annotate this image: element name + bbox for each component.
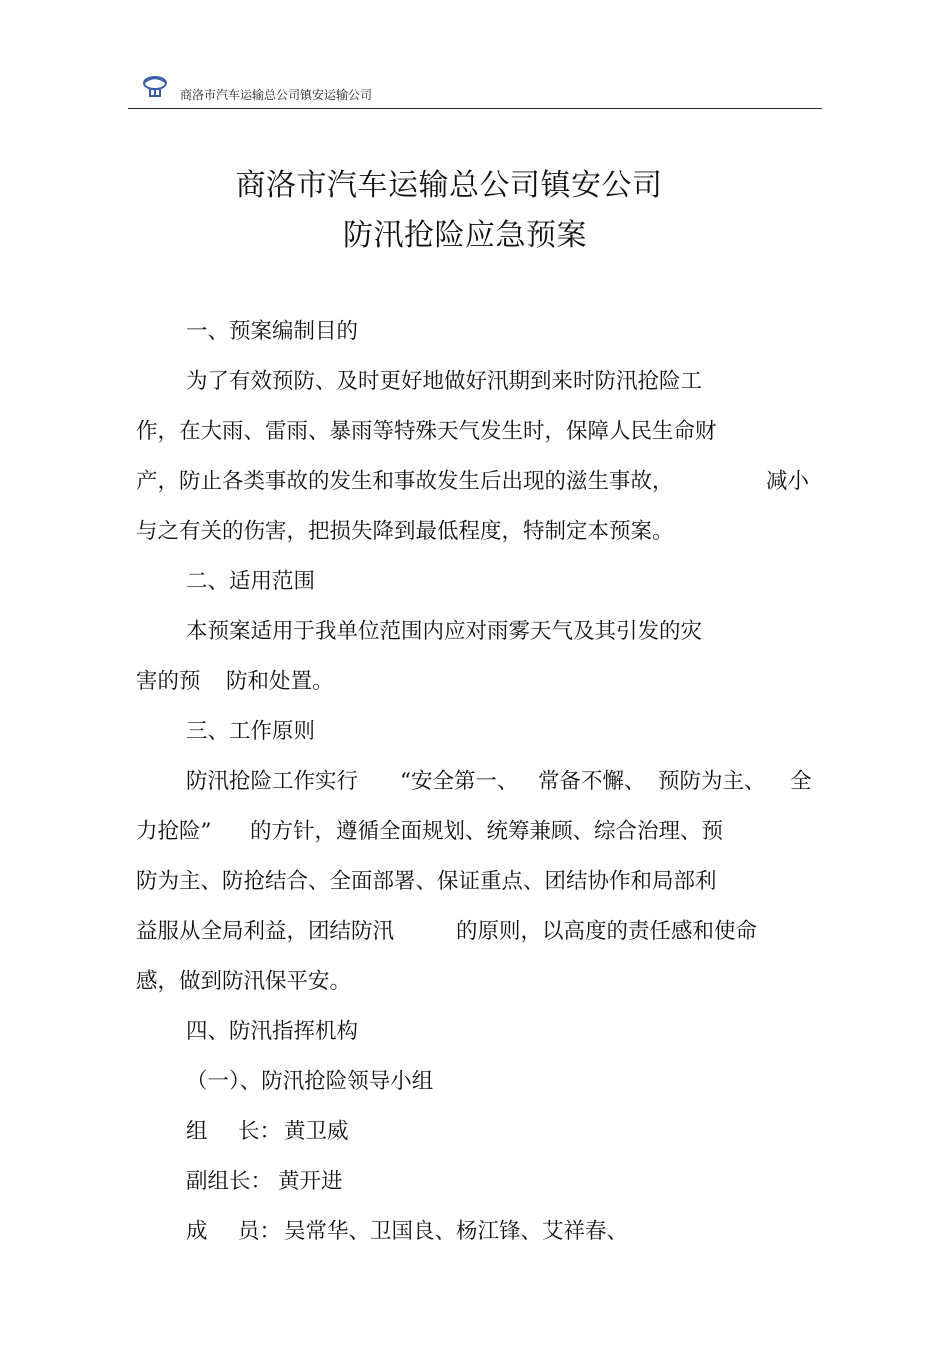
text-segment: 常备不懈、	[538, 769, 646, 794]
text-segment: 减小	[766, 469, 810, 494]
members-list: 吴常华、卫国良、杨江锋、艾祥春、	[284, 1219, 629, 1244]
leader-label: 组	[186, 1119, 208, 1144]
document-title-line2: 防汛抢险应急预案	[343, 218, 587, 253]
text-segment: “安全第一、	[400, 769, 519, 794]
deputy-label: 副组长：	[186, 1169, 273, 1194]
text-segment: 预防为主、	[658, 769, 766, 794]
company-logo-icon	[140, 72, 170, 102]
text-segment: 防汛抢险工作实行	[186, 769, 359, 794]
text-segment: 产，防止各类事故的发生和事故发生后出现的滋生事故，	[136, 469, 674, 494]
section-heading: 二、适用范围	[186, 569, 316, 594]
text-segment: 的原则，以高度的责任感和使命	[456, 919, 758, 944]
section-heading: 四、防汛指挥机构	[186, 1019, 359, 1044]
leader-label: 长：	[238, 1119, 282, 1144]
document-title-line1: 商洛市汽车运输总公司镇安公司	[235, 168, 663, 203]
paragraph-line: 为了有效预防、及时更好地做好汛期到来时防汛抢险工	[186, 369, 703, 394]
leader-name: 黄卫威	[284, 1119, 349, 1144]
header-company-name: 商洛市汽车运输总公司镇安运输公司	[180, 88, 373, 102]
members-label: 成	[186, 1219, 208, 1244]
members-label: 员：	[238, 1219, 282, 1244]
section-heading: 三、工作原则	[186, 719, 316, 744]
text-segment: 力抢险”	[136, 819, 212, 844]
text-segment: 的方针，遵循全面规划、统筹兼顾、综合治理、预	[250, 819, 724, 844]
section-heading: 一、预案编制目的	[186, 319, 359, 344]
paragraph-line: 感，做到防汛保平安。	[136, 969, 352, 994]
text-segment: 害的预	[136, 669, 201, 694]
text-segment: 益服从全局利益，团结防汛	[136, 919, 395, 944]
paragraph-line	[136, 464, 674, 495]
paragraph-line: 与之有关的伤害，把损失降到最低程度，特制定本预案。	[136, 519, 674, 544]
paragraph-line: 防为主、防抢结合、全面部署、保证重点、团结协作和局部利	[136, 869, 717, 894]
page-header	[128, 70, 822, 109]
paragraph-line: 作，在大雨、雷雨、暴雨等特殊天气发生时，保障人民生命财	[136, 419, 717, 444]
deputy-name: 黄开进	[278, 1169, 343, 1194]
text-segment: 防和处置。	[226, 669, 334, 694]
subsection-heading: （一）、防汛抢险领导小组	[186, 1069, 434, 1094]
paragraph-line: 本预案适用于我单位范围内应对雨雾天气及其引发的灾	[186, 619, 703, 644]
text-segment: 全	[790, 769, 812, 794]
